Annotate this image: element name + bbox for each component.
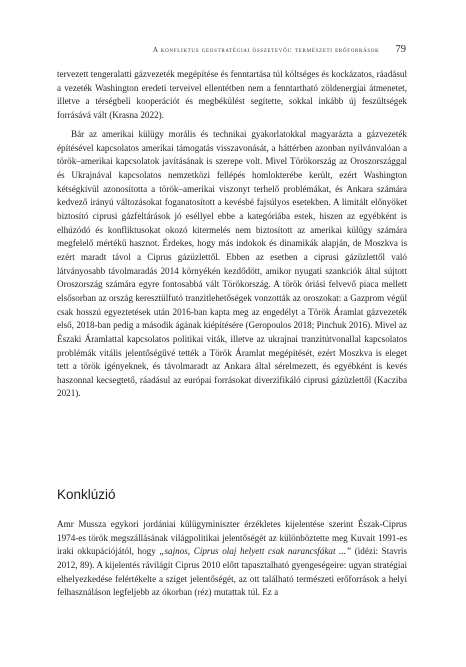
paragraph-3-text-b: (idézi: Stavris 2012, 89). A kijelentés rávilágít Ciprus 2010 előtt tapasztalható gyengeségeire: ugyan stratégiai elhelyezkedése felértékelte a sziget jelentőségét, az ott található természeti erőforrások a helyi felhasználáson legfeljebb az ókorban (réz) mutattak túl. Ez a (57, 546, 408, 598)
page-number: 79 (395, 44, 406, 55)
paragraph-3-text-a: Amr Mussza egykori jordániai külügyminiszter érzékletes kijelentése szerint Észak-Ciprus 1974-es török megszállásának világpolitikai jelentőségét az különböztette meg Kuvait 1991-es iraki okkupációjától, hogy (57, 519, 407, 557)
paragraph-1: tervezett tengeralatti gázvezeték megépítése és fenntartása túl költséges és kockázatos, ráadásul a vezeték Washington eredeti terveivel ellentétben nem a fenntartható zöldenergiai átmenetet, illetve a térségbeli kooperációt és megbékülést segítette, sokkal inkább új feszültségek forrásává vált (Krasna 2022). (57, 69, 407, 120)
section-heading-conclusion: Konklúzió (57, 487, 116, 502)
running-head (56, 44, 406, 58)
paragraph-2: Bár az amerikai külügy morális és technikai gyakorlatokkal magyarázta a gázvezeték építésével kapcsolatos amerikai támogatás visszavonását, a háttérben azonban nyilvánvalóan a török–amerikai kapcsolatok javításának is szerepe volt. Mivel Törökország az Oroszországgal és Ukrajnával kapcsolatos nemzetközi fellépés homlokterébe került, ezért Washington kétségkívül azonosította a török–amerikai viszonyt terhelő problémákat, és Ankara számára kedvező irányú változásokat foganatosított a kevésbé fajsúlyos esetekben. A limitált előnyöket biztosító ciprusi gázfeltárások jó eséllyel ebbe a kategóriába estek, hiszen az egyébként is elhúzódó és konfliktusokat okozó kitermelés nem biztosított az amerikai külügy számára megfelelő mértékű hasznot. Érdekes, hogy más indokok és dinamikák alapján, de Moszkva is ezért maradt távol a Ciprus gázüzlettől. Ebben az esetben a ciprusi gázüzlettől való látványosabb távolmaradás 2014 környékén kezdődött, amikor nyugati szankciók által sújtott Oroszország számára egyre fontosabbá vált Törökország. A török óriási felvevő piaca mellett elsősorban az ország keresztülfutó tranzitlehetőségek vonzották az oroszokat: a Gazprom végül csak hosszú egyeztetések után 2016-ban kapta meg az engedélyt a Török Áramlat gázvezeték első, 2018-ban pedig a második ágának kiépítésére (Geropoulos 2018; Pinchuk 2016). Mivel az Északi Áramlattal kapcsolatos politikai viták, illetve az ukrajnai tranzitútvonallal kapcsolatos problémák vitális jelentőségűvé tették a Török Áramlat megépítését, ezért Moszkva is eleget tett a török igényeknek, és távolmaradt az Ankara által sérelmezett, és egyébként is kevés haszonnal kecsegtető, ráadásul az európai forrásokat diverzifikáló ciprusi gázüzlettől (Kacziba 2021). (57, 129, 407, 399)
running-title: A konfliktus geostratégiai összetevői: természeti erőforrások (152, 45, 380, 54)
paragraph-3-quote: „sajnos, Ciprus olaj helyett csak narancsfákat ...” (159, 546, 352, 557)
paragraph-3 (57, 518, 407, 600)
